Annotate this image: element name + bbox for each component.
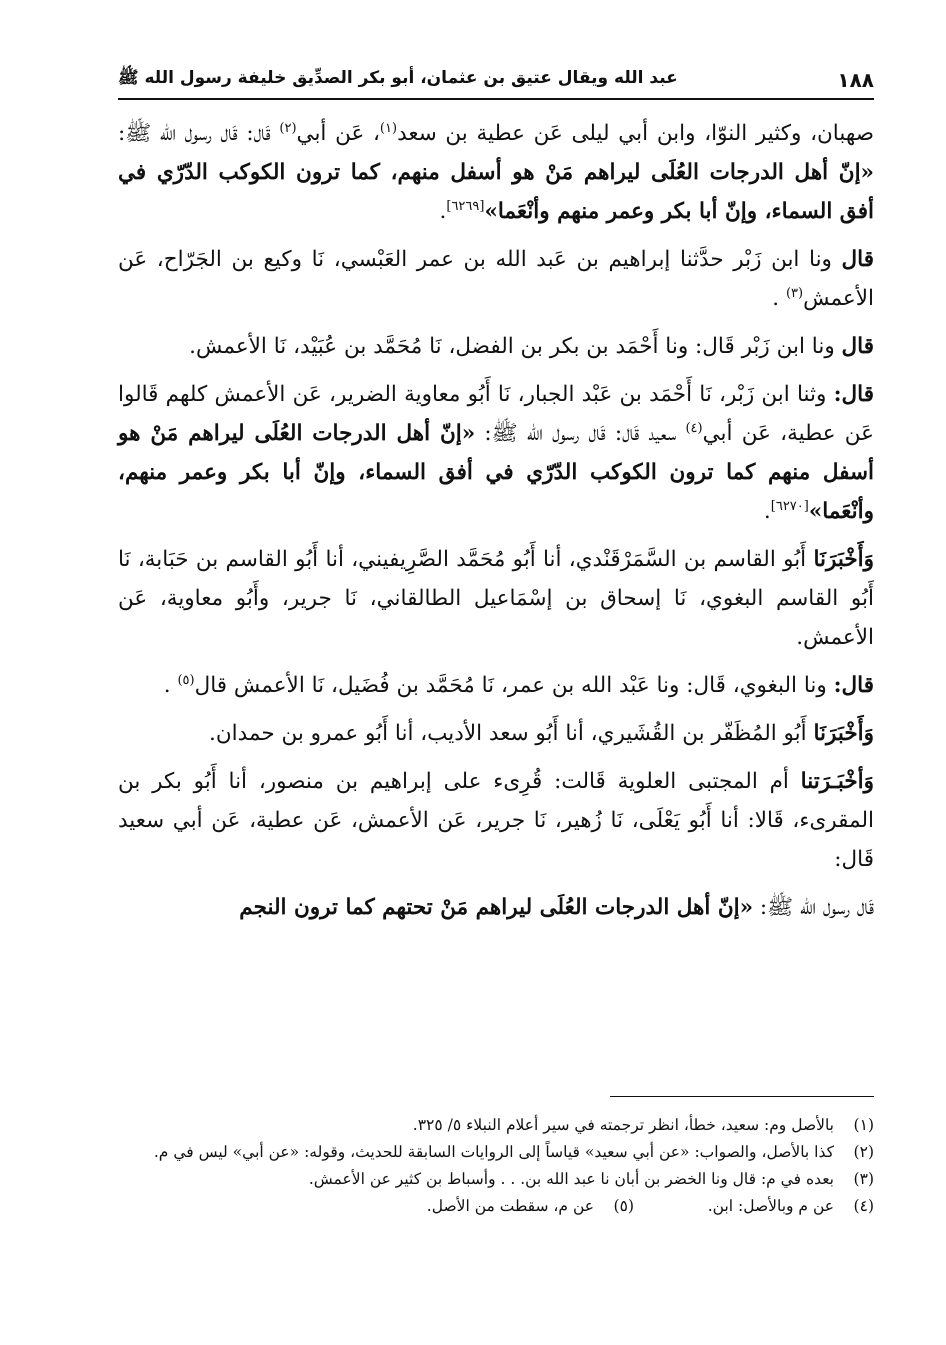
footnote-number: (٣) (853, 1170, 874, 1188)
footnotes (118, 1112, 874, 1220)
footnote-number: (٢) (853, 1143, 874, 1161)
hadith-reference: [٦٢٧٠] (770, 498, 809, 514)
footnote-item (118, 1139, 874, 1166)
hadith-text: «إنّ أهل الدرجات العُلَى ليراهم مَنْ هو أسفل منهم، كما ترون الكوكب الدّرّي في أفق السماء، وإنّ أبا بكر وعمر منهم وأنْعَما» (118, 160, 874, 224)
main-text (118, 114, 874, 927)
footnote-text: عن م وبالأصل: ابن. (707, 1197, 834, 1215)
paragraph-lead: قال: (833, 673, 874, 698)
paragraph-end: . (763, 499, 771, 524)
hadith-text: «إنّ أهل الدرجات العُلَى ليراهم مَنْ هو أسفل منهم كما ترون الكوكب الدّرّي في أفق السماء، وإنّ أبا بكر وعمر منهم، وأنْعَما» (118, 421, 874, 524)
footnote-item (634, 1193, 874, 1220)
footnote-item (427, 1193, 634, 1220)
paragraph-text: قَال رسول الله ﷺ: (753, 895, 874, 920)
paragraph-4 (118, 375, 874, 531)
paragraph-text: ، عَن أبي (296, 121, 380, 146)
paragraph-lead: وَأَخْبَرَنَا (813, 547, 874, 572)
paragraph-text: ونا البغوي، قَال: ونا عَبْد الله بن عمر، نَا مُحَمَّد بن فُضَيل، نَا الأعمش قال (194, 673, 834, 698)
paragraph-lead: قال (841, 247, 874, 272)
paragraph-1 (118, 114, 874, 231)
paragraph-text: أَبُو القاسم بن السَّمَرْقَنْدي، أنا أَبُو مُحَمَّد الصَّرِيفيني، أنا أَبُو القاسم بن حَبَابة، نَا أَبُو القاسم البغوي، نَا إسحاق بن إسْمَاعيل الطالقاني، نَا جرير، وأَبُو معاوية، عَن الأعمش. (118, 547, 874, 650)
paragraph-text: وثنا ابن زَبْر، نَا أَحْمَد بن عَبْد الجبار، نَا أَبُو معاوية الضرير، عَن الأعمش كلهم قَالوا عَن عطية، عَن أبي (118, 382, 874, 446)
paragraph-8 (118, 762, 874, 879)
footnote-item (118, 1166, 874, 1193)
paragraph-lead: وَأخْبَـرَتنا (800, 769, 874, 794)
paragraph-7 (118, 714, 874, 753)
footnote-row (118, 1193, 874, 1220)
paragraph-5 (118, 540, 874, 657)
running-title: عبد الله ويقال عتيق بن عثمان، أبو بكر الصدِّيق خليفة رسول الله ﷺ (118, 68, 678, 88)
hadith-text: «إنّ أهل الدرجات العُلَى ليراهم مَنْ تحتهم كما ترون النجم (239, 895, 754, 920)
footnote-marker: (٣) (785, 285, 804, 301)
footnote-text: بالأصل وم: سعيد، خطأ، انظر ترجمته في سير أعلام النبلاء ٥/ ٣٢٥. (412, 1116, 834, 1134)
page-header (118, 60, 874, 100)
footnote-text: بعده في م: قال ونا الخضر بن أبان نا عبد الله بن. . . وأسباط بن كثير عن الأعمش. (308, 1170, 834, 1188)
paragraph-text: صهبان، وكثير النوّا، وابن أبي ليلى عَن عطية بن سعد (397, 121, 874, 146)
footnote-marker: (٤) (685, 420, 703, 436)
paragraph-9 (118, 888, 874, 927)
page-number: ١٨٨ (837, 68, 874, 92)
footnote-item (118, 1112, 874, 1139)
footnote-number: (٥) (613, 1197, 634, 1215)
paragraph-end: . (163, 673, 178, 698)
footnote-text: عن م، سقطت من الأصل. (426, 1197, 594, 1215)
paragraph-text: سعيد قَال: قَال رسول الله ﷺ: (475, 421, 686, 446)
paragraph-end: . (772, 286, 786, 311)
footnote-marker: (١) (379, 120, 398, 136)
paragraph-text: ونا ابن زَبْر حدَّثنا إبراهيم بن عَبد الله بن عمر العَبْسي، نَا وكيع بن الجَرّاح، عَن الأعمش (118, 247, 874, 311)
paragraph-6 (118, 666, 874, 705)
document-page (118, 60, 874, 1290)
paragraph-lead: قال: (833, 382, 874, 407)
footnote-number: (١) (853, 1116, 874, 1134)
footnote-text: كذا بالأصل، والصواب: «عن أبي سعيد» قياساً إلى الروايات السابقة للحديث، وقوله: «عن أبي» ليس في م. (153, 1143, 834, 1161)
footnote-divider (610, 1096, 874, 1097)
paragraph-text: قَال: قَال رسول الله ﷺ: (118, 121, 280, 146)
paragraph-end: . (439, 199, 447, 224)
paragraph-2 (118, 240, 874, 318)
footnote-marker: (٢) (279, 120, 297, 136)
paragraph-lead: قال (841, 334, 874, 359)
hadith-reference: [٦٢٦٩] (446, 198, 485, 214)
paragraph-text: أَبُو المُظَفّر بن القُشَيري، أنا أَبُو سعد الأديب، أنا أَبُو عمرو بن حمدان. (209, 721, 814, 746)
paragraph-3 (118, 327, 874, 366)
footnote-marker: (٥) (177, 672, 195, 688)
paragraph-lead: وَأَخْبَرَنَا (813, 721, 874, 746)
footnote-number: (٤) (853, 1197, 874, 1215)
paragraph-text: أم المجتبى العلوية قَالت: قُرِىء على إبراهيم بن منصور، أنا أَبُو بكر بن المقرىء، قَالا: أنا أَبُو يَعْلَى، نَا زُهير، نَا جرير، عَن الأعمش، عَن عطية، عَن أبي سعيد قَال: (118, 769, 874, 872)
paragraph-text: ونا ابن زَبْر قَال: ونا أَحْمَد بن بكر بن الفضل، نَا مُحَمَّد بن عُبَيْد، نَا الأعمش. (189, 334, 842, 359)
